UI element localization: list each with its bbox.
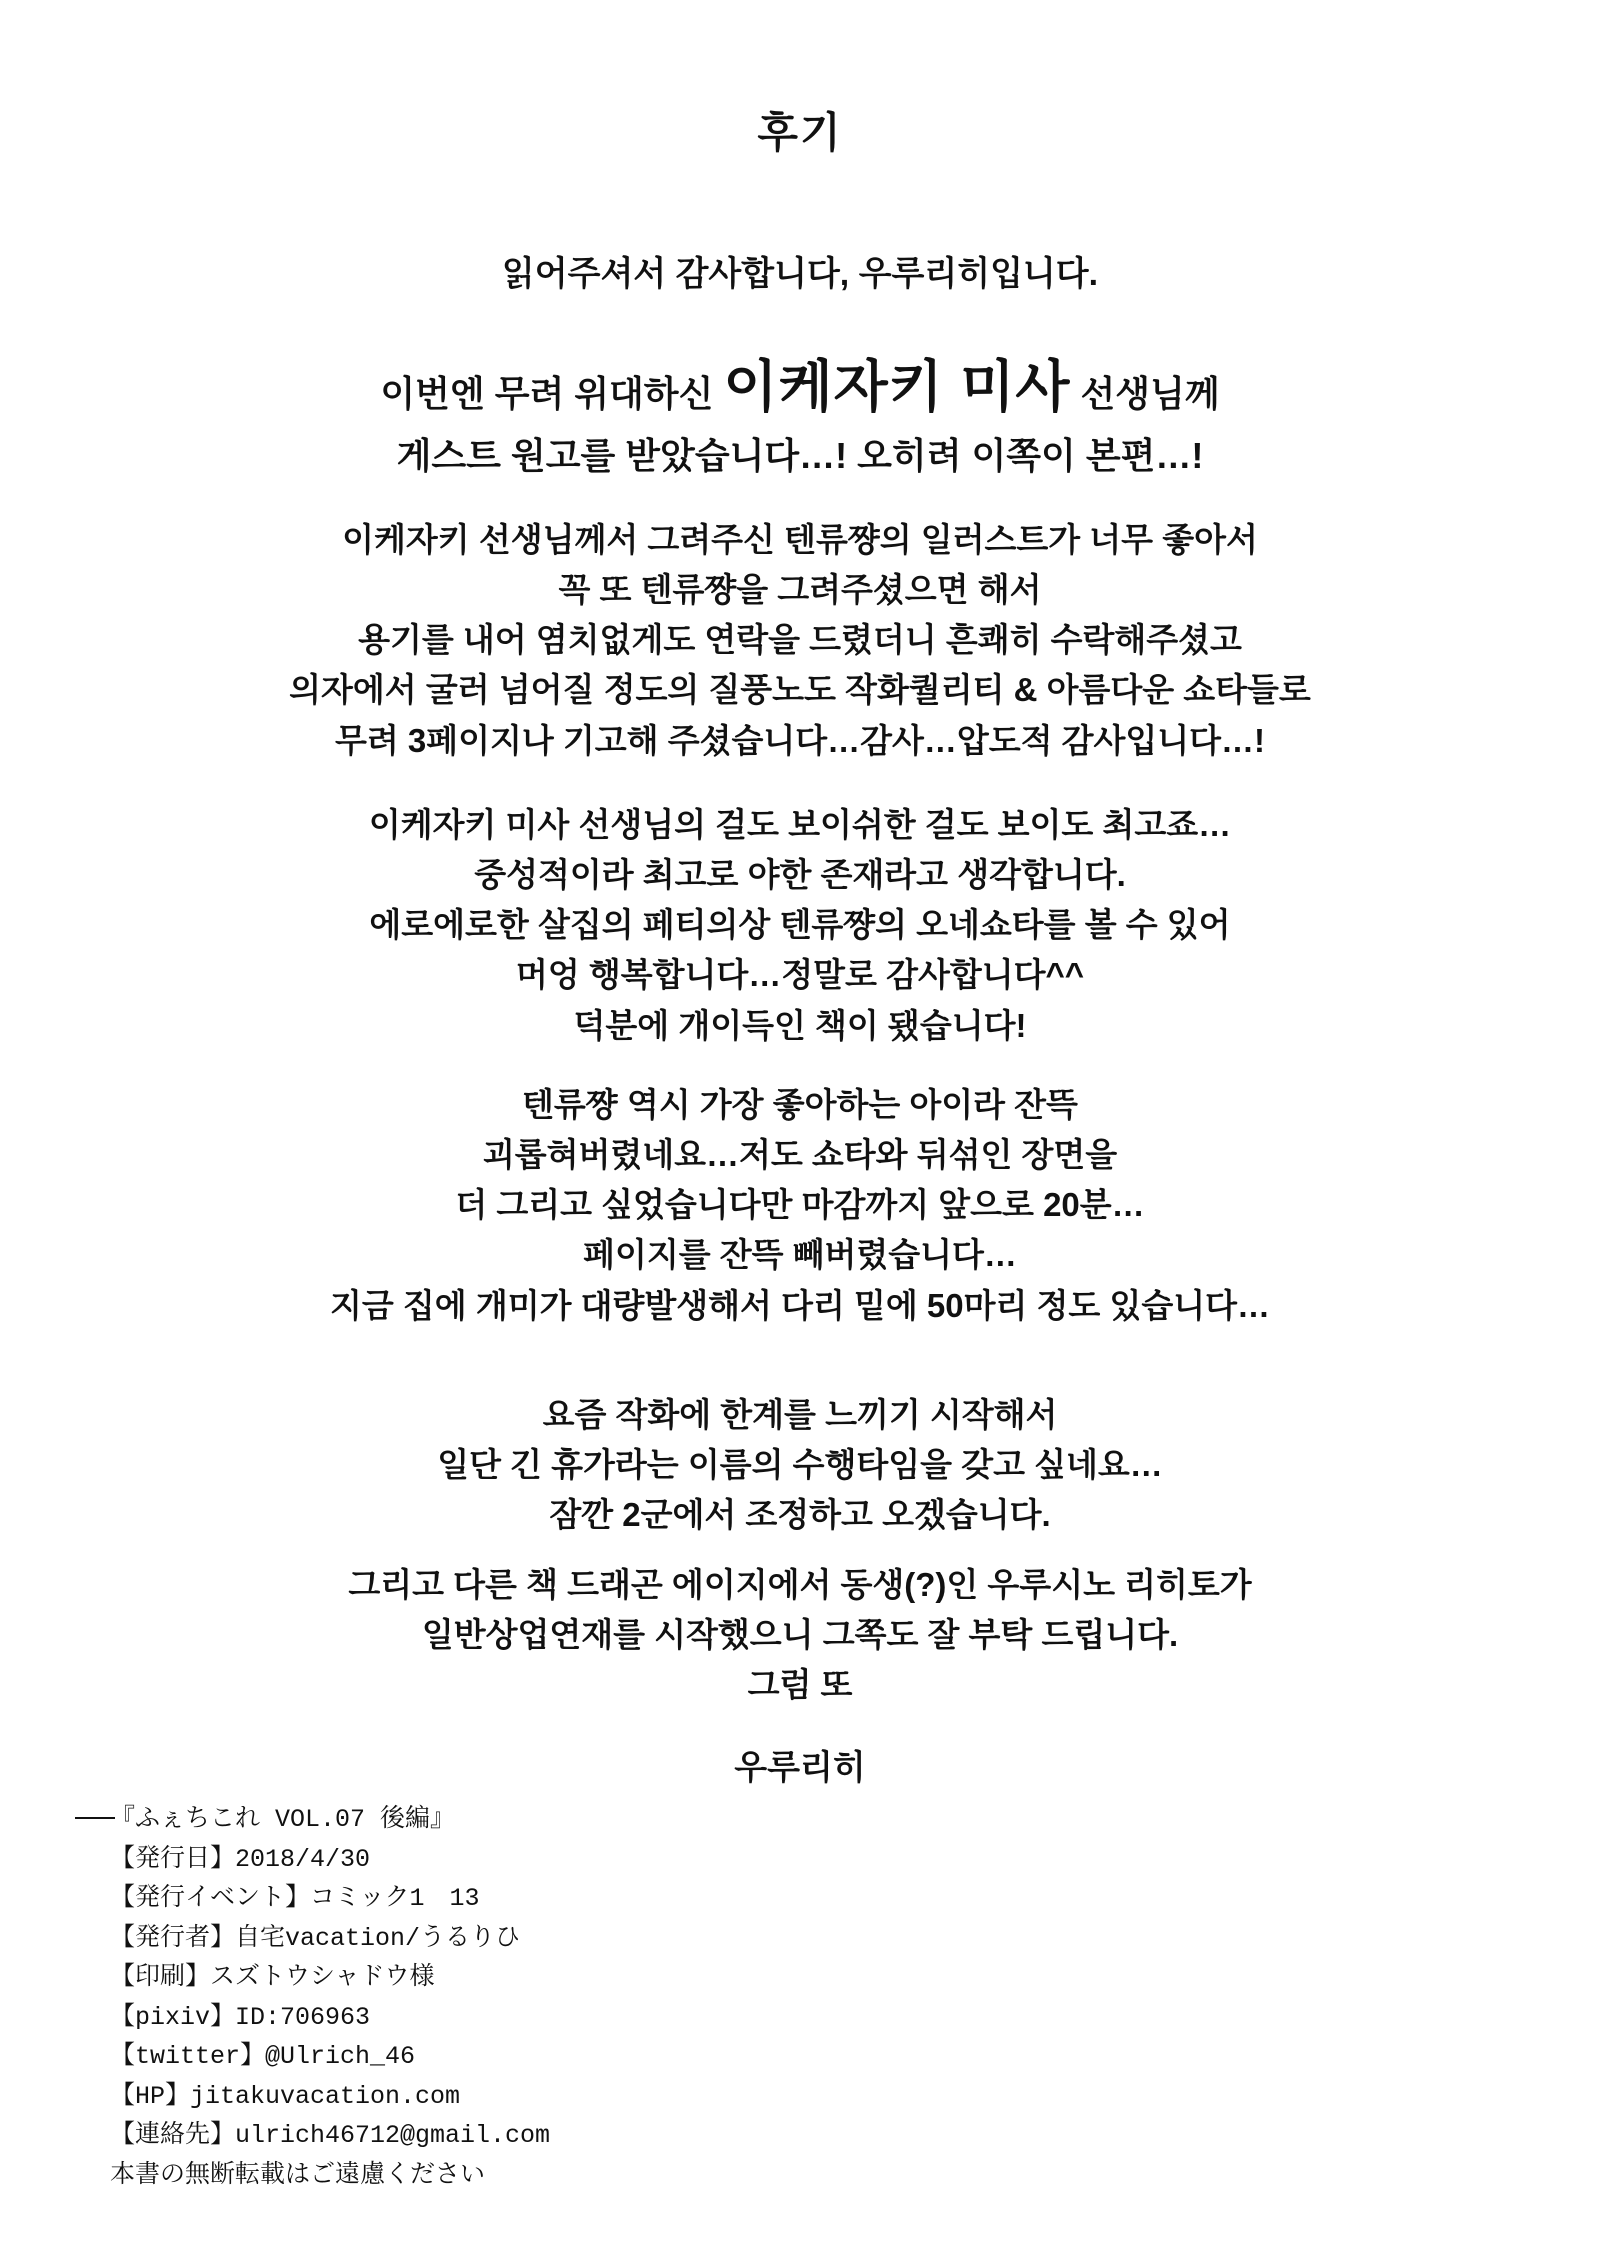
guest-line1-post: 선생님께 [1070,373,1220,414]
tenryuu-line: 괴롭혀버렸네요…저도 쇼타와 뒤섞인 장면을 [482,1136,1118,1174]
paragraph-guest [0,345,1600,483]
colophon-pixiv: 【pixiv】ID:706963 [110,2002,371,2032]
paragraph-tenryuu [0,1080,1600,1331]
colophon-title: 『ふぇちこれ VOL.07 後編』 [110,1805,456,1834]
praise-line: 중성적이라 최고로 야한 존재라고 생각합니다. [474,856,1126,894]
tenryuu-line: 더 그리고 싶었습니다만 마감까지 앞으로 20분… [455,1186,1145,1224]
thanks-line: 무려 3페이지나 기고해 주셨습니다…감사…압도적 감사입니다…! [334,721,1266,759]
thanks-line: 의자에서 굴러 넘어질 정도의 질풍노도 작화퀄리티 & 아름다운 쇼타들로 [289,671,1311,709]
thanks-line: 꼭 또 텐류쨩을 그려주셨으면 해서 [558,571,1042,609]
other-line: 그럼 또 [747,1666,853,1704]
colophon-printer: 【印刷】スズトウシャドウ様 [110,1963,435,1992]
break-line: 잠깐 2군에서 조정하고 오겠습니다. [549,1496,1051,1534]
tenryuu-line: 지금 집에 개미가 대량발생해서 다리 밑에 50마리 정도 있습니다… [329,1286,1270,1324]
colophon-publisher: 【発行者】自宅vacation/うるりひ [110,1923,521,1953]
colophon-publish-date: 【発行日】2018/4/30 [110,1844,371,1874]
page-title: 후기 [757,109,843,156]
thanks-line: 이케자키 선생님께서 그려주신 텐류쨩의 일러스트가 너무 좋아서 [342,521,1258,558]
colophon-event: 【発行イベント】コミック1 13 [110,1884,480,1913]
praise-line: 덕분에 개이득인 책이 됐습니다! [573,1006,1027,1044]
colophon-contact-email: 【連絡先】ulrich46712@gmail.com [110,2121,551,2150]
praise-line: 에로에로한 살집의 페티의상 텐류쨩의 오네쇼타를 볼 수 있어 [369,906,1231,944]
praise-line: 이케자키 미사 선생님의 걸도 보이쉬한 걸도 보이도 최고죠… [368,806,1232,843]
colophon-homepage: 【HP】jitakuvacation.com [110,2081,461,2111]
guest-line1-pre: 이번엔 무려 위대하신 [380,373,724,414]
greeting-line: 읽어주셔서 감사합니다, 우루리히입니다. [501,255,1099,293]
other-line: 그리고 다른 책 드래곤 에이지에서 동생(?)인 우루시노 리히토가 [348,1566,1252,1603]
guest-artist-name: 이케자키 미사 [723,355,1071,418]
colophon-block [110,1800,550,2195]
paragraph-other-work [0,1560,1600,1710]
paragraph-thanks [0,515,1600,766]
break-line: 요즘 작화에 한계를 느끼기 시작해서 [542,1396,1058,1433]
author-signature: 우루리히 [734,1749,866,1787]
break-line: 일단 긴 휴가라는 이름의 수행타임을 갖고 싶네요… [437,1446,1163,1484]
guest-headline [0,345,1600,429]
paragraph-greeting [0,250,1600,299]
praise-line: 머엉 행복합니다…정말로 감사합니다^^ [515,956,1085,994]
tenryuu-line: 페이지를 잔뜩 빼버렸습니다… [583,1236,1017,1274]
thanks-line: 용기를 내어 염치없게도 연락을 드렸더니 흔쾌히 수락해주셨고 [358,621,1242,659]
paragraph-break [0,1390,1600,1540]
colophon-twitter: 【twitter】@Ulrich_46 [110,2042,416,2071]
colophon-rule [75,1817,115,1819]
tenryuu-line: 텐류쨩 역시 가장 좋아하는 아이라 잔뜩 [522,1086,1078,1123]
other-line: 일반상업연재를 시작했으니 그쪽도 잘 부탁 드립니다. [421,1616,1179,1654]
colophon-notice: 本書の無断転載はご遠慮ください [110,2160,486,2190]
guest-line2: 게스트 원고를 받았습니다…! 오히려 이쪽이 본편…! [396,435,1204,476]
paragraph-praise [0,800,1600,1051]
